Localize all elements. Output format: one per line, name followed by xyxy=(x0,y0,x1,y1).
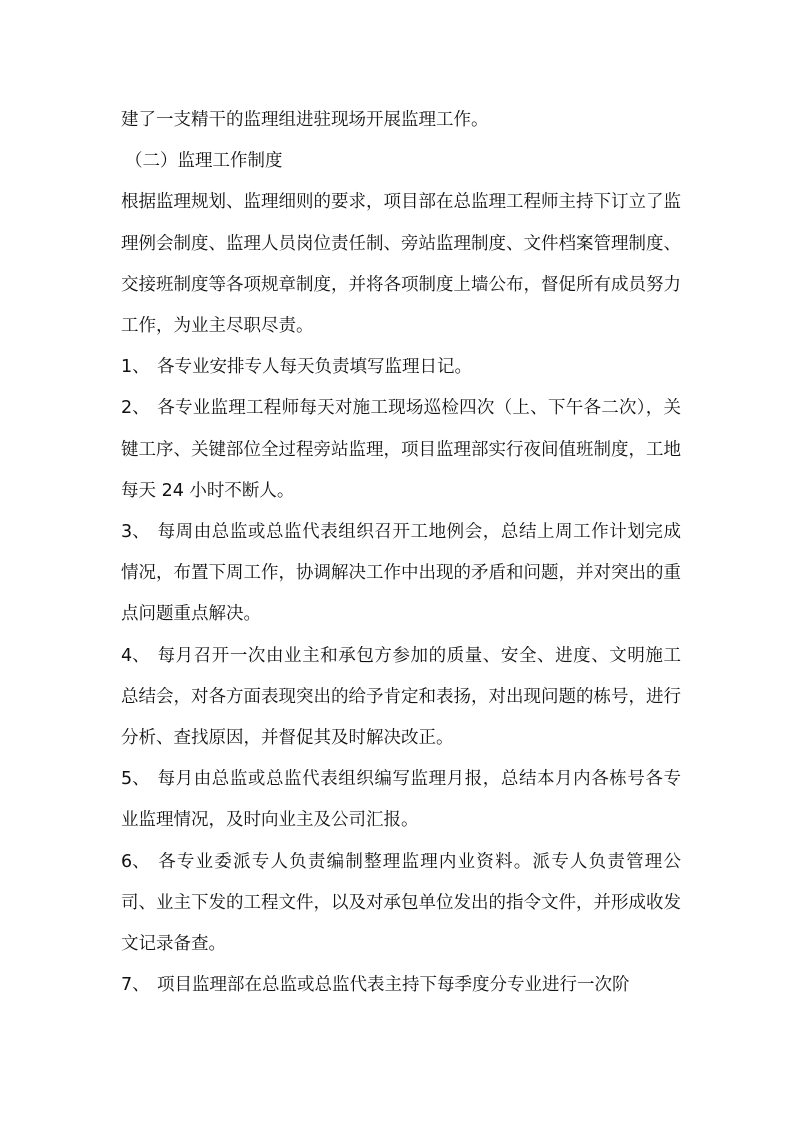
list-item-text: 每月由总监或总监代表组织编写监理月报，总结本月内各栋号各专业监理情况，及时向业主及公司汇报。 xyxy=(121,769,681,831)
list-item xyxy=(121,347,681,388)
list-item-number: 2、 xyxy=(121,398,150,419)
list-item xyxy=(121,759,681,841)
section-heading: （二）监理工作制度 xyxy=(125,151,283,172)
list-item-text: 每周由总监或总监代表组织召开工地例会，总结上周工作计划完成情况，布置下周工作，协调解决工作中出现的矛盾和问题，并对突出的重点问题重点解决。 xyxy=(121,522,681,625)
list-item-number: 4、 xyxy=(121,645,150,666)
paragraph-intro: 根据监理规划、监理细则的要求，项目部在总监理工程师主持下订立了监理例会制度、监理人员岗位责任制、旁站监理制度、文件档案管理制度、交接班制度等各项规章制度，并将各项制度上墙公布，督促所有成员努力工作，为业主尽职尽责。 xyxy=(121,192,681,337)
paragraph-continuation: 建了一支精干的监理组进驻现场开展监理工作。 xyxy=(121,110,489,130)
list-item-number: 1、 xyxy=(121,357,150,378)
list-item-text: 每月召开一次由业主和承包方参加的质量、安全、进度、文明施工总结会，对各方面表现突出的给予肯定和表扬，对出现问题的栋号，进行分析、查找原因，并督促其及时解决改正。 xyxy=(121,645,681,749)
list-item-text: 各专业委派专人负责编制整理监理内业资料。派专人负责管理公司、业主下发的工程文件，以及对承包单位发出的指令文件，并形成收发文记录备查。 xyxy=(121,851,681,955)
list-item-number: 3、 xyxy=(121,522,150,543)
list-item-text: 项目监理部在总监或总监代表主持下每季度分专业进行一次阶 xyxy=(157,975,630,996)
list-item xyxy=(121,965,681,1006)
list-item xyxy=(121,842,681,966)
list-item-number: 5、 xyxy=(121,769,150,790)
list-item-number: 7、 xyxy=(121,975,150,996)
list-item-text: 各专业安排专人每天负责填写监理日记。 xyxy=(157,357,472,378)
list-item xyxy=(121,388,681,512)
list-item-text: 各专业监理工程师每天对施工现场巡检四次（上、下午各二次），关键工序、关键部位全过程旁站监理，项目监理部实行夜间值班制度，工地每天 24 小时不断人。 xyxy=(121,398,681,501)
document-body xyxy=(121,100,681,1006)
list-item xyxy=(121,512,681,636)
list-item xyxy=(121,636,681,760)
list-item-number: 6、 xyxy=(121,851,150,872)
